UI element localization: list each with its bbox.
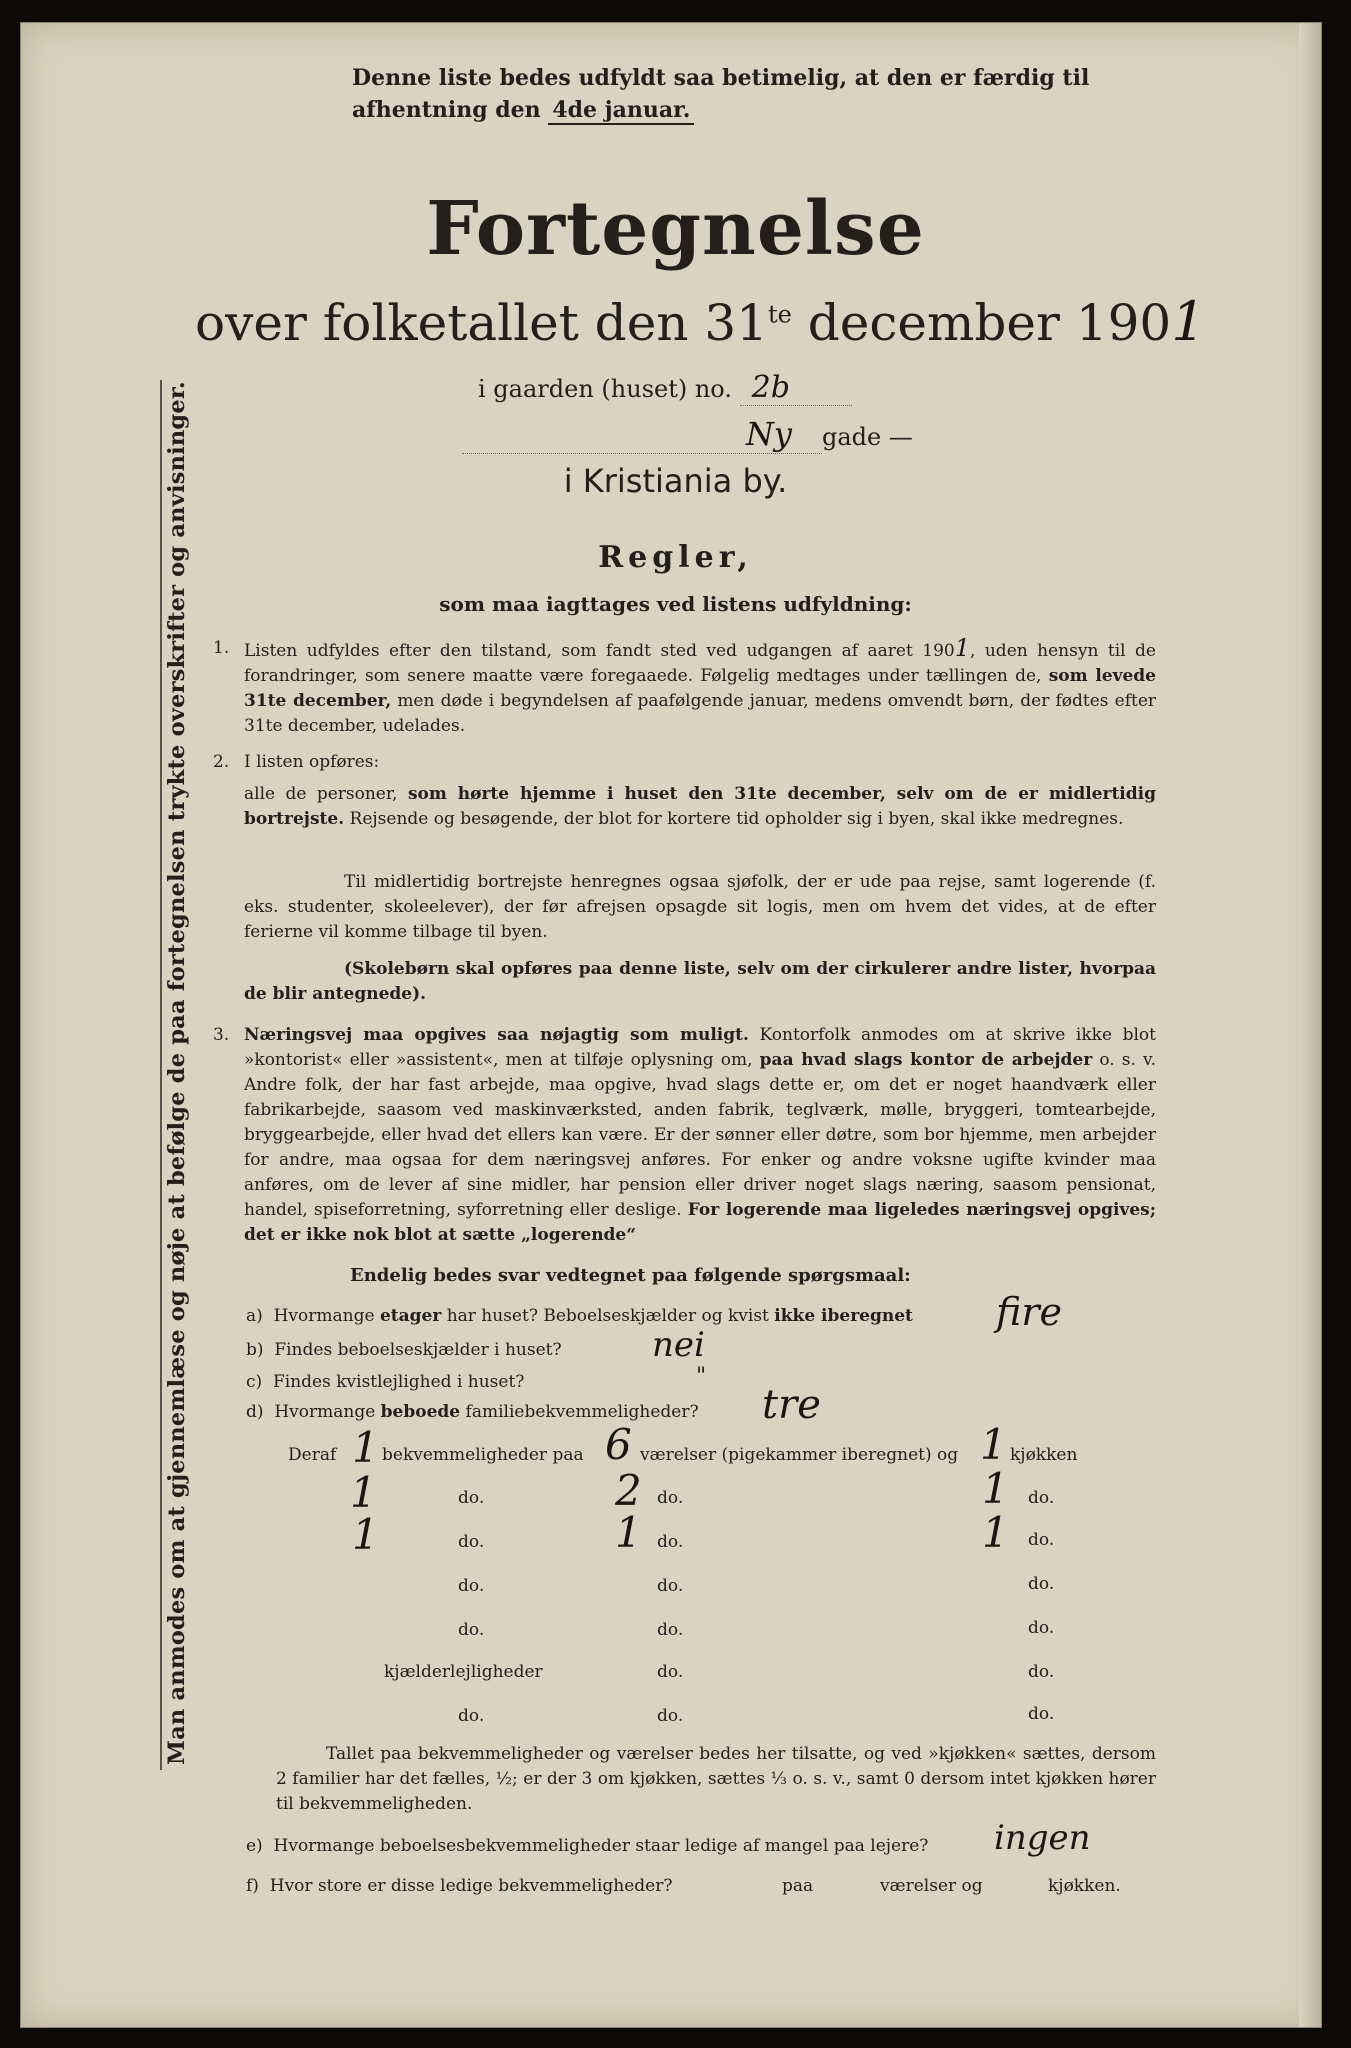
pickup-date: 4de januar.: [548, 97, 694, 125]
row3-kj: 1: [982, 1508, 1009, 1557]
answer-b: nei: [652, 1325, 705, 1365]
questions-intro: Endelig bedes svar vedtegnet paa følgende spørgsmaal:: [350, 1265, 911, 1286]
rules-heading: Regler,: [598, 540, 753, 575]
question-b: b) Findes beboelseskjælder i huset?: [246, 1340, 562, 1360]
answer-c: ": [696, 1364, 707, 1389]
house-number-line: i gaarden (huset) no. 2b: [478, 370, 852, 406]
row2-kj: 1: [982, 1464, 1009, 1513]
row1-kj: 1: [980, 1420, 1007, 1469]
pickup-notice: Denne liste bedes udfyldt saa betimelig, at den er færdig til afhentning den 4de januar.: [352, 65, 1090, 123]
question-c: c) Findes kvistlejlighed i huset?: [246, 1372, 525, 1392]
rules-subheading: som maa iagttages ved listens udfyldning:: [439, 592, 912, 616]
side-rule: [160, 380, 162, 1770]
question-f: f) Hvor store er disse ledige bekvemmeligheder?: [246, 1876, 673, 1896]
house-number-value: 2b: [740, 370, 852, 406]
street-line: Ny gade —: [462, 415, 932, 454]
rule-1: Listen udfyldes efter den tilstand, som fandt sted ved udgangen af aaret 1901, uden hensyn til de forandringer, som senere maatte være foregaaede. Følgelig medtages under tællingen de, som levede 31te december, men døde i begyndelsen af paafølgende januar, medens omvendt børn, der fødtes efter 31te december, udelades.: [244, 634, 1157, 736]
answer-d: tre: [762, 1382, 821, 1428]
street-value: Ny: [745, 415, 792, 453]
answer-a: fire: [996, 1290, 1062, 1334]
year-handwritten: 1: [1171, 290, 1206, 353]
question-d: d) Hvormange beboede familiebekvemmeligheder?: [246, 1402, 699, 1422]
answer-e: ingen: [994, 1818, 1091, 1858]
kitchen-note: Tallet paa bekvemmeligheder og værelser bedes her tilsatte, og ved »kjøkken« sættes, dersom 2 familier har det fælles, ½; er der 3 om kjøkken, sættes ⅓ o. s. v., samt 0 dersom intet kjøkken hører til bekvemmeligheden.: [276, 1744, 1156, 1814]
city-line: i Kristiania by.: [563, 462, 788, 500]
row3-vaer: 1: [615, 1508, 642, 1557]
form-subtitle: over folketallet den $31^{te}$ december 1901: [195, 290, 1206, 353]
row1-bekv: 1: [352, 1423, 379, 1472]
rule-3: Næringsvej maa opgives saa nøjagtig som muligt. Kontorfolk anmodes om at skrive ikke blot »kontorist« eller »assistent«, men at tilføje oplysning om, paa hvad slags kontor de arbejder o. s. v. Andre folk, der har fast arbejde, maa opgive, hvad slags dette er, om det er noget haandværk eller fabrikarbejde, saasom ved maskinværksted, anden fabrik, teglværk, mølle, bryggeri, tomtearbejde, bryggearbejde, eller hvad det ellers kan være. Er der sønner eller døtre, som bor hjemme, men arbejder for andre, maa ogsaa for dem næringsvej anføres. For enker og andre voksne ugifte kvinder maa anføres, om de lever af sine midler, har pension eller driver noget slags næring, saasom pensionat, handel, spiseforretning, syforretning eller deslige. For logerende maa ligeledes næringsvej opgives; det er ikke nok blot at sætte „logerende“: [244, 1025, 1157, 1245]
side-instruction: Man anmodes om at gjennemlæse og nøje at befølge de paa fortegnelsen trykte overskrifter og anvisninger.: [164, 381, 190, 1765]
row2-bekv: 1: [350, 1468, 377, 1517]
question-e: e) Hvormange beboelsesbekvemmeligheder staar ledige af mangel paa lejere?: [246, 1836, 929, 1856]
rule-2-p2: Til midlertidig bortrejste henregnes ogsaa sjøfolk, der er ude paa rejse, samt logerende (f. eks. studenter, skoleelever), der før afrejsen opsagde sit logis, men om hvem det vides, at de efter ferierne vil komme tilbage til byen.: [244, 872, 1156, 942]
row3-bekv: 1: [352, 1510, 379, 1559]
row1-vaer: 6: [605, 1420, 632, 1469]
rule-2: alle de personer, som hørte hjemme i huset den 31te december, selv om de er midlertidig bortrejste. Rejsende og besøgende, der blot for kortere tid opholder sig i byen, skal ikke medregnes.: [244, 784, 1156, 829]
rule-2-p3: (Skolebørn skal opføres paa denne liste, selv om der cirkulerer andre lister, hvorpaa de blir antegnede).: [244, 959, 1156, 1004]
rule-2-intro: I listen opføres:: [244, 752, 380, 772]
form-title: Fortegnelse: [426, 186, 925, 272]
row2-vaer: 2: [615, 1466, 642, 1515]
question-a: a) Hvormange etager har huset? Beboelseskjælder og kvist ikke iberegnet: [246, 1306, 913, 1326]
